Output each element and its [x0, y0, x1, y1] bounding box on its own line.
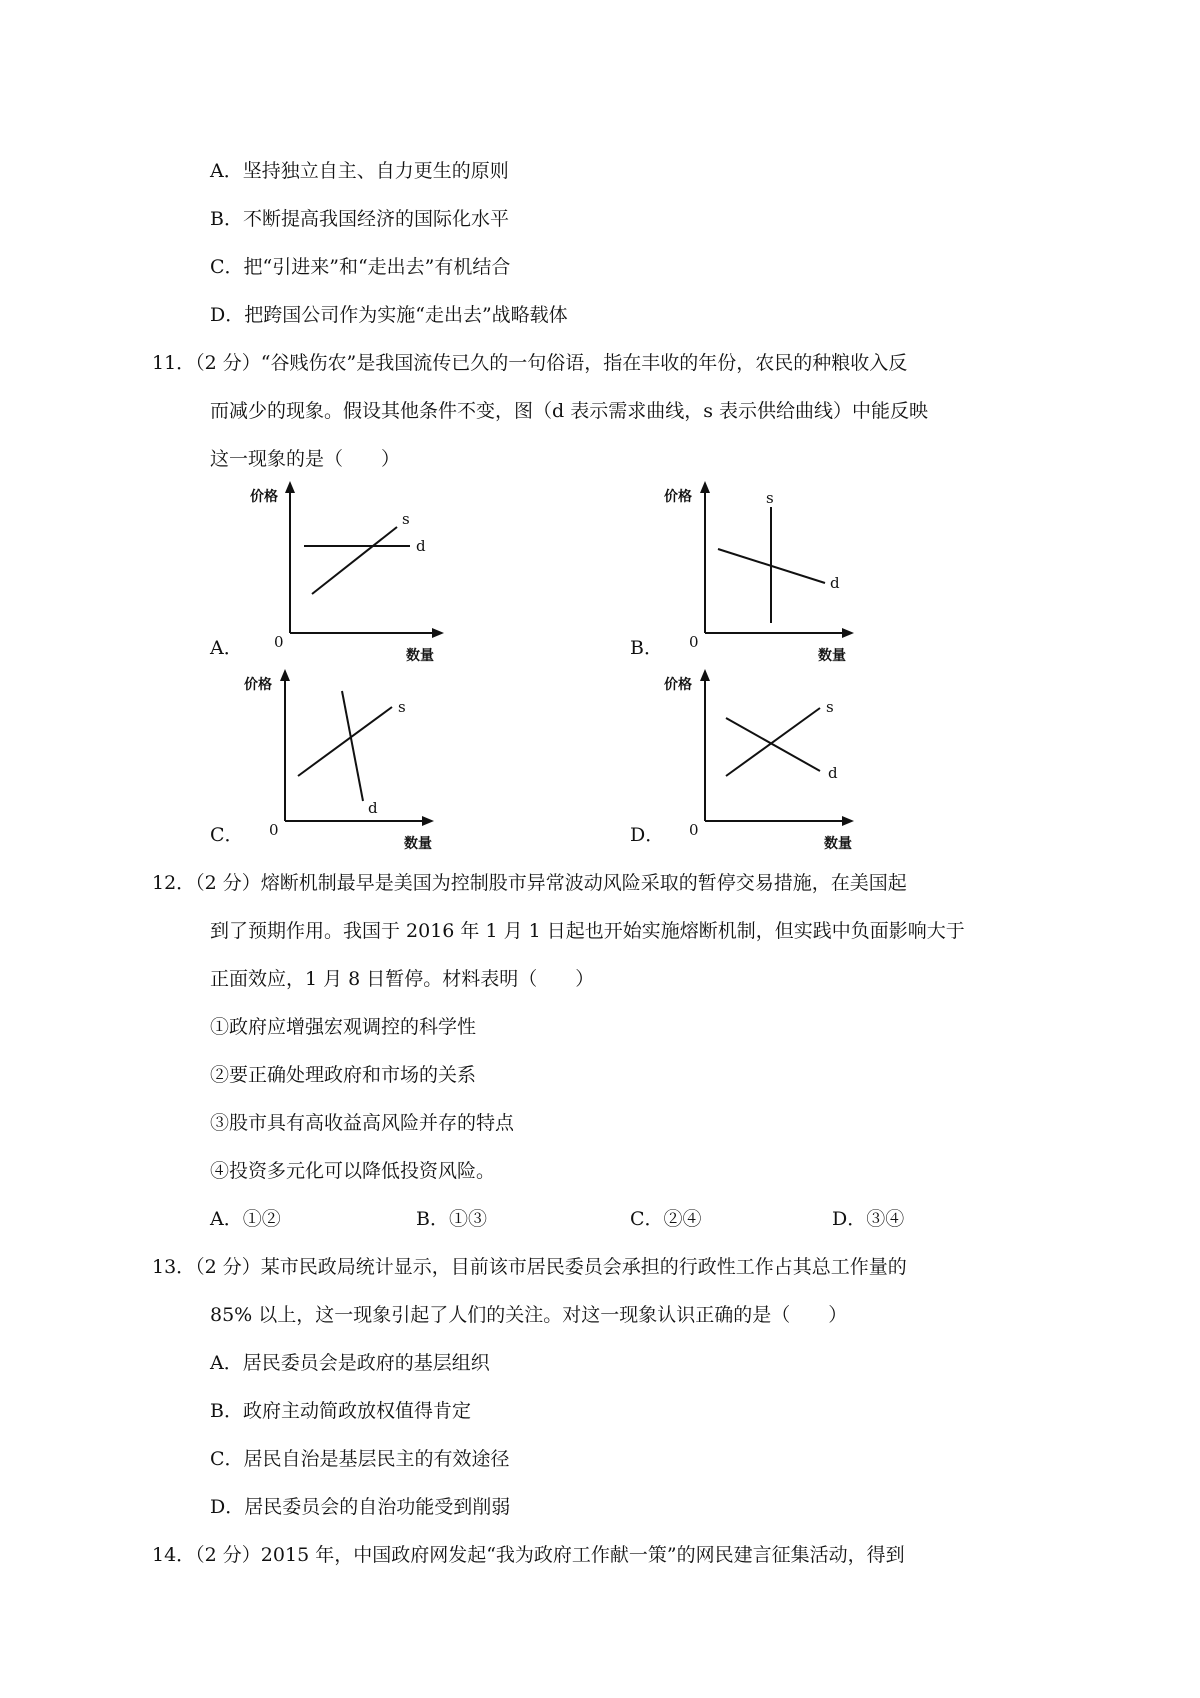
supply-label: s [402, 510, 410, 528]
x-axis-label: 数量 [404, 836, 432, 852]
supply-label: s [398, 698, 406, 716]
q12-option-d: D．③④ [832, 1208, 905, 1230]
q10-option-c: C．把“引进来”和“走出去”有机结合 [210, 256, 511, 278]
supply-curve [298, 707, 392, 776]
q12-stem-line1: 12．（2 分）熔断机制最早是美国为控制股市异常波动风险采取的暂停交易措施，在美国起 [152, 872, 907, 894]
supply-curve [312, 527, 397, 594]
q11-stem-line3: 这一现象的是（ ） [210, 448, 401, 470]
demand-label: d [416, 537, 426, 555]
demand-curve [726, 718, 820, 771]
q11-graph-c-letter: C． [210, 824, 244, 846]
q11-graph-a-letter: A． [210, 637, 243, 659]
supply-label: s [826, 698, 834, 716]
q14-stem-line1: 14．（2 分）2015 年，中国政府网发起“我为政府工作献一策”的网民建言征集活动，得到 [152, 1544, 905, 1566]
q11-graph-d [660, 663, 890, 852]
q12-item-1: ①政府应增强宏观调控的科学性 [210, 1016, 477, 1038]
q11-stem-line1: 11．（2 分）“谷贱伤农”是我国流传已久的一句俗语，指在丰收的年份，农民的种粮收入反 [152, 352, 908, 374]
q12-stem-line2: 到了预期作用。我国于 2016 年 1 月 1 日起也开始实施熔断机制，但实践中负面影响大于 [210, 920, 965, 942]
y-axis-arrow [700, 669, 710, 681]
supply-label: s [766, 489, 774, 507]
x-axis-arrow [422, 816, 434, 826]
origin-label: 0 [689, 821, 699, 839]
q12-item-4: ④投资多元化可以降低投资风险。 [210, 1160, 496, 1182]
q10-option-b: B．不断提高我国经济的国际化水平 [210, 208, 509, 230]
q10-option-a: A．坚持独立自主、自力更生的原则 [210, 160, 509, 182]
x-axis-arrow [842, 628, 854, 638]
demand-curve [342, 691, 363, 801]
q11-graph-b [660, 475, 890, 664]
q12-option-a: A．①② [210, 1208, 281, 1230]
x-axis-label: 数量 [406, 648, 434, 664]
demand-label: d [830, 574, 840, 592]
y-axis-arrow [280, 669, 290, 681]
q11-stem-line2: 而减少的现象。假设其他条件不变，图（d 表示需求曲线，s 表示供给曲线）中能反映 [210, 400, 928, 422]
q11-graph-a [240, 475, 470, 664]
y-axis-label: 价格 [664, 677, 692, 693]
q10-option-d: D．把跨国公司作为实施“走出去”战略载体 [210, 304, 568, 326]
y-axis-arrow [700, 481, 710, 493]
q12-stem-line3: 正面效应，1 月 8 日暂停。材料表明（ ） [210, 968, 595, 990]
q11-graph-b-letter: B． [630, 637, 663, 659]
q12-item-3: ③股市具有高收益高风险并存的特点 [210, 1112, 515, 1134]
q13-stem-line1: 13．（2 分）某市民政局统计显示，目前该市居民委员会承担的行政性工作占其总工作量的 [152, 1256, 907, 1278]
q12-option-b: B．①③ [416, 1208, 487, 1230]
demand-label: d [368, 799, 378, 817]
supply-curve [726, 708, 820, 776]
q13-option-d: D．居民委员会的自治功能受到削弱 [210, 1496, 511, 1518]
y-axis-label: 价格 [250, 489, 278, 505]
x-axis-label: 数量 [818, 648, 846, 664]
x-axis-arrow [432, 628, 444, 638]
q13-stem-line2: 85% 以上，这一现象引起了人们的关注。对这一现象认识正确的是（ ） [210, 1304, 848, 1326]
q12-item-2: ②要正确处理政府和市场的关系 [210, 1064, 477, 1086]
y-axis-label: 价格 [244, 677, 272, 693]
q13-option-a: A．居民委员会是政府的基层组织 [210, 1352, 490, 1374]
q13-option-b: B．政府主动简政放权值得肯定 [210, 1400, 471, 1422]
q13-option-c: C．居民自治是基层民主的有效途径 [210, 1448, 510, 1470]
q11-graph-c [240, 663, 470, 852]
q12-option-c: C．②④ [630, 1208, 702, 1230]
origin-label: 0 [689, 633, 699, 651]
y-axis-arrow [285, 481, 295, 493]
origin-label: 0 [269, 821, 279, 839]
y-axis-label: 价格 [664, 489, 692, 505]
origin-label: 0 [274, 633, 284, 651]
demand-label: d [828, 764, 838, 782]
x-axis-label: 数量 [824, 836, 852, 852]
q11-graph-d-letter: D． [630, 824, 665, 846]
x-axis-arrow [842, 816, 854, 826]
